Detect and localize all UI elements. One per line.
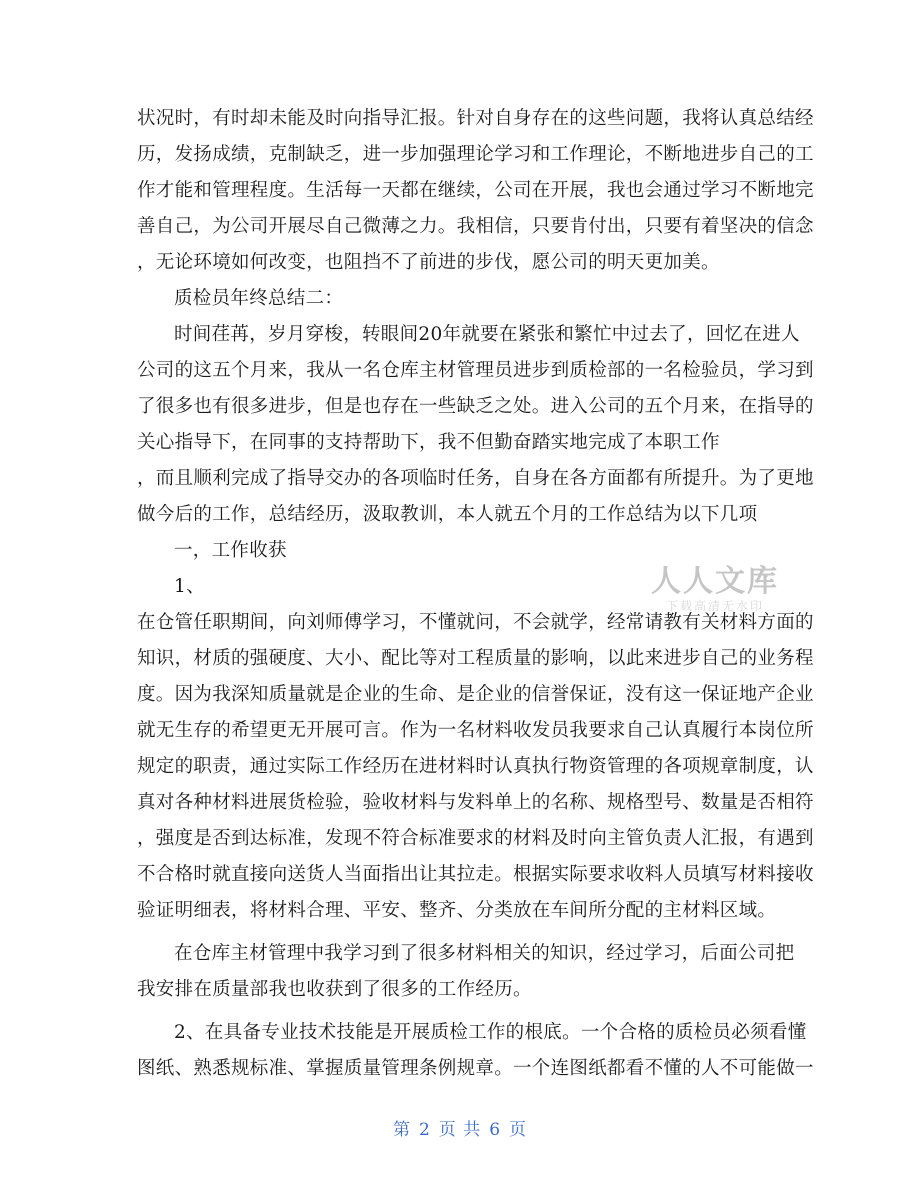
total-pages-number: 6 [489, 1120, 502, 1140]
text-line: 历，发扬成绩，克制缺乏，进一步加强理论学习和工作理论，不断地进步自己的工 [137, 144, 814, 165]
text-line: 规定的职责，通过实际工作经历在进材料时认真执行物资管理的各项规章制度，认 [137, 756, 814, 777]
watermark-subtitle: 下载高清无水印 [665, 599, 764, 613]
text-line: 公司的这五个月来，我从一名仓库主材管理员进步到质检部的一名检验员，学习到 [137, 360, 814, 381]
text-line: 验证明细表，将材料合理、平安、整齐、分类放在车间所分配的主材料区域。 [137, 900, 777, 921]
text-line: 关心指导下，在同事的支持帮助下，我不但勤奋踏实地完成了本职工作 [137, 432, 720, 453]
text-line: 做今后的工作，总结经历，汲取教训，本人就五个月的工作总结为以下几项 [137, 504, 758, 525]
current-page-number: 2 [418, 1120, 431, 1140]
text-line: 善自己，为公司开展尽自己微薄之力。我相信，只要肯付出，只要有着坚决的信念 [137, 216, 814, 237]
text-line: 状况时，有时却未能及时向指导汇报。针对自身存在的这些问题，我将认真总结经 [137, 108, 814, 129]
page-mid: 页 共 [438, 1120, 482, 1140]
text-line: 在仓管任职期间，向刘师傅学习，不懂就问，不会就学，经常请教有关材料方面的 [137, 612, 814, 633]
watermark-title: 人人文库 [651, 564, 779, 599]
text-line: 我安排在质量部我也收获到了很多的工作经历。 [137, 979, 532, 1000]
section-heading: 一，工作收获 [174, 540, 287, 561]
page-prefix: 第 [392, 1120, 411, 1140]
watermark-logo [650, 565, 780, 613]
text-line: 不合格时就直接向送货人当面指出让其拉走。根据实际要求收料人员填写材料接收 [137, 864, 814, 885]
text-line: 在仓库主材管理中我学习到了很多材料相关的知识，经过学习，后面公司把 [174, 943, 795, 964]
text-line: 时间荏苒，岁月穿梭，转眼间20年就要在紧张和繁忙中过去了，回忆在进人 [174, 324, 800, 345]
page-suffix: 页 [509, 1120, 528, 1140]
text-line: 了很多也有很多进步，但是也存在一些缺乏之处。进入公司的五个月来，在指导的 [137, 396, 814, 417]
text-line: 知识，材质的强硬度、大小、配比等对工程质量的影响，以此来进步自己的业务程 [137, 648, 814, 669]
page-footer [0, 1115, 920, 1140]
text-line: ，无论环境如何改变，也阻挡不了前进的步伐，愿公司的明天更加美。 [137, 252, 720, 273]
text-line: ，而且顺利完成了指导交办的各项临时任务，自身在各方面都有所提升。为了更地 [137, 468, 814, 489]
section-heading: 质检员年终总结二： [174, 288, 344, 309]
text-line: 就无生存的希望更无开展可言。作为一名材料收发员我要求自己认真履行本岗位所 [137, 720, 814, 741]
text-line: 作才能和管理程度。生活每一天都在继续，公司在开展，我也会通过学习不断地完 [137, 180, 814, 201]
text-line: 真对各种材料进展货检验，验收材料与发料单上的名称、规格型号、数量是否相符 [137, 792, 814, 813]
text-line: 2、在具备专业技术技能是开展质检工作的根底。一个合格的质检员必须看懂 [174, 1022, 807, 1043]
text-line: ，强度是否到达标准，发现不符合标准要求的材料及时向主管负责人汇报，有遇到 [137, 828, 814, 849]
text-line: 度。因为我深知质量就是企业的生命、是企业的信誉保证，没有这一保证地产企业 [137, 684, 814, 705]
list-number: 1、 [174, 576, 205, 597]
text-line: 图纸、熟悉规标准、掌握质量管理条例规章。一个连图纸都看不懂的人不可能做一 [137, 1058, 814, 1079]
